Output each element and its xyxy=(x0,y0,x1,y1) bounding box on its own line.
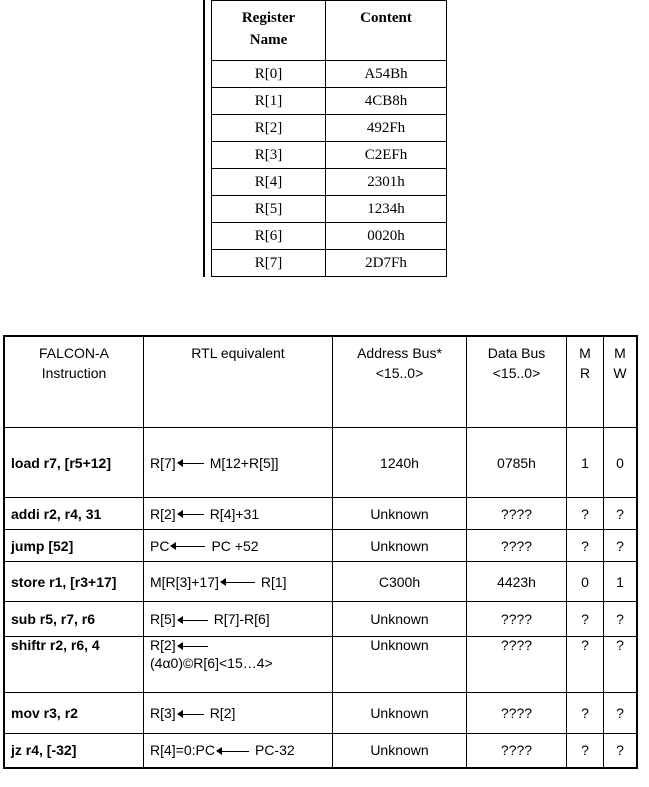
register-row xyxy=(212,169,447,196)
mr-cell: ? xyxy=(567,530,604,562)
register-row xyxy=(212,142,447,169)
instruction-row xyxy=(4,734,637,768)
register-row xyxy=(212,250,447,277)
data-bus-cell: 0785h xyxy=(467,428,567,498)
mw-cell: ? xyxy=(604,530,638,562)
rtl-destination: PC xyxy=(150,537,170,554)
left-arrow-icon xyxy=(182,463,204,464)
mw-cell: ? xyxy=(604,693,638,734)
address-bus-cell: C300h xyxy=(333,562,467,602)
header-register-name xyxy=(212,1,326,61)
left-arrow-icon xyxy=(182,646,208,647)
instruction-cell: load r7, [r5+12] xyxy=(4,428,144,498)
address-bus-cell: Unknown xyxy=(333,498,467,530)
mw-cell: 1 xyxy=(604,562,638,602)
register-table xyxy=(211,0,447,277)
register-content-cell: 2301h xyxy=(326,169,447,196)
mr-cell: ? xyxy=(567,498,604,530)
left-arrow-icon xyxy=(225,582,255,583)
register-table-body xyxy=(212,61,447,277)
instruction-cell: shiftr r2, r6, 4 xyxy=(4,637,144,693)
register-row xyxy=(212,61,447,88)
data-bus-cell: ???? xyxy=(467,734,567,768)
header-mw-line1: M xyxy=(614,345,626,361)
address-bus-cell: Unknown xyxy=(333,637,467,693)
header-address-bus xyxy=(333,336,467,428)
header-rtl xyxy=(144,336,333,428)
rtl-destination: R[7] xyxy=(150,454,176,471)
mr-cell: 1 xyxy=(567,428,604,498)
mr-cell: ? xyxy=(567,693,604,734)
mw-cell: ? xyxy=(604,637,638,693)
left-arrow-icon xyxy=(182,620,208,621)
rtl-cell xyxy=(144,602,333,637)
left-arrow-icon xyxy=(221,751,249,752)
mw-cell: ? xyxy=(604,498,638,530)
data-bus-cell: ???? xyxy=(467,530,567,562)
header-mr-line2: R xyxy=(579,365,591,381)
register-name-cell: R[5] xyxy=(212,196,326,223)
header-register-name-line2: Name xyxy=(249,32,288,48)
rtl-cell xyxy=(144,562,333,602)
header-mr-line1: M xyxy=(579,345,591,361)
instruction-row xyxy=(4,693,637,734)
header-content xyxy=(326,1,447,61)
register-content-cell: 1234h xyxy=(326,196,447,223)
address-bus-cell: Unknown xyxy=(333,530,467,562)
register-name-cell: R[1] xyxy=(212,88,326,115)
register-row xyxy=(212,223,447,250)
mr-cell: ? xyxy=(567,637,604,693)
mr-cell: 0 xyxy=(567,562,604,602)
header-data-bus xyxy=(467,336,567,428)
register-table-container xyxy=(203,0,448,277)
header-data-line2: <15..0> xyxy=(492,365,541,381)
data-bus-cell: ???? xyxy=(467,693,567,734)
instruction-cell: sub r5, r7, r6 xyxy=(4,602,144,637)
data-bus-cell: ???? xyxy=(467,498,567,530)
left-arrow-icon xyxy=(175,546,205,547)
instruction-cell: store r1, [r3+17] xyxy=(4,562,144,602)
rtl-source: PC +52 xyxy=(211,537,259,554)
register-table-header xyxy=(212,1,447,61)
rtl-destination: M[R[3]+17] xyxy=(150,573,219,590)
left-arrow-icon xyxy=(182,714,204,715)
rtl-source: R[1] xyxy=(260,573,287,590)
header-address-line1: Address Bus* xyxy=(357,345,442,361)
instruction-cell: jz r4, [-32] xyxy=(4,734,144,768)
rtl-destination: R[2] xyxy=(150,637,176,653)
header-register-name-line1: Register xyxy=(241,10,296,26)
rtl-destination: R[4]=0:PC xyxy=(150,742,215,759)
instruction-cell: mov r3, r2 xyxy=(4,693,144,734)
address-bus-cell: 1240h xyxy=(333,428,467,498)
instruction-table xyxy=(3,335,638,769)
data-bus-cell: ???? xyxy=(467,602,567,637)
instruction-row xyxy=(4,602,637,637)
mw-cell: 0 xyxy=(604,428,638,498)
rtl-source: PC-32 xyxy=(254,742,295,759)
header-mw-line2: W xyxy=(613,365,627,381)
address-bus-cell: Unknown xyxy=(333,734,467,768)
instruction-row xyxy=(4,428,637,498)
header-content-text: Content xyxy=(360,10,412,26)
rtl-cell xyxy=(144,498,333,530)
rtl-cell xyxy=(144,530,333,562)
register-row xyxy=(212,88,447,115)
register-content-cell: 4CB8h xyxy=(326,88,447,115)
register-name-cell: R[3] xyxy=(212,142,326,169)
register-content-cell: 492Fh xyxy=(326,115,447,142)
instruction-row xyxy=(4,637,637,693)
rtl-destination: R[2] xyxy=(150,505,176,522)
rtl-cell xyxy=(144,734,333,768)
instruction-table-body xyxy=(4,428,637,768)
header-instruction-line2: Instruction xyxy=(41,365,107,381)
header-mw xyxy=(604,336,638,428)
data-bus-cell: ???? xyxy=(467,637,567,693)
address-bus-cell: Unknown xyxy=(333,693,467,734)
register-name-cell: R[0] xyxy=(212,61,326,88)
rtl-source: M[12+R[5]] xyxy=(209,454,279,471)
register-name-cell: R[6] xyxy=(212,223,326,250)
register-row xyxy=(212,196,447,223)
mr-cell: ? xyxy=(567,602,604,637)
instruction-row xyxy=(4,498,637,530)
rtl-cell xyxy=(144,693,333,734)
register-name-cell: R[7] xyxy=(212,250,326,277)
instruction-cell: addi r2, r4, 31 xyxy=(4,498,144,530)
left-arrow-icon xyxy=(182,514,204,515)
rtl-destination: R[5] xyxy=(150,611,176,627)
header-instruction xyxy=(4,336,144,428)
register-name-cell: R[4] xyxy=(212,169,326,196)
mr-cell: ? xyxy=(567,734,604,768)
rtl-cell xyxy=(144,428,333,498)
register-content-cell: A54Bh xyxy=(326,61,447,88)
data-bus-cell: 4423h xyxy=(467,562,567,602)
address-bus-cell: Unknown xyxy=(333,602,467,637)
rtl-cell xyxy=(144,637,333,693)
header-instruction-line1: FALCON-A xyxy=(38,345,109,361)
instruction-cell: jump [52] xyxy=(4,530,144,562)
register-content-cell: 0020h xyxy=(326,223,447,250)
register-content-cell: C2EFh xyxy=(326,142,447,169)
mw-cell: ? xyxy=(604,734,638,768)
mw-cell: ? xyxy=(604,602,638,637)
rtl-source: R[7]-R[6] xyxy=(213,611,270,627)
header-mr xyxy=(567,336,604,428)
rtl-destination: R[3] xyxy=(150,705,176,721)
instruction-row xyxy=(4,530,637,562)
rtl-source: R[4]+31 xyxy=(209,505,260,522)
rtl-source: R[2] xyxy=(209,705,236,721)
header-rtl-text: RTL equivalent xyxy=(191,345,285,361)
header-data-line1: Data Bus xyxy=(487,345,546,361)
register-content-cell: 2D7Fh xyxy=(326,250,447,277)
header-address-line2: <15..0> xyxy=(375,365,424,381)
register-name-cell: R[2] xyxy=(212,115,326,142)
rtl-source-line2: (4α0)©R[6]<15…4> xyxy=(150,655,273,671)
instruction-table-header xyxy=(4,336,637,428)
instruction-row xyxy=(4,562,637,602)
register-row xyxy=(212,115,447,142)
